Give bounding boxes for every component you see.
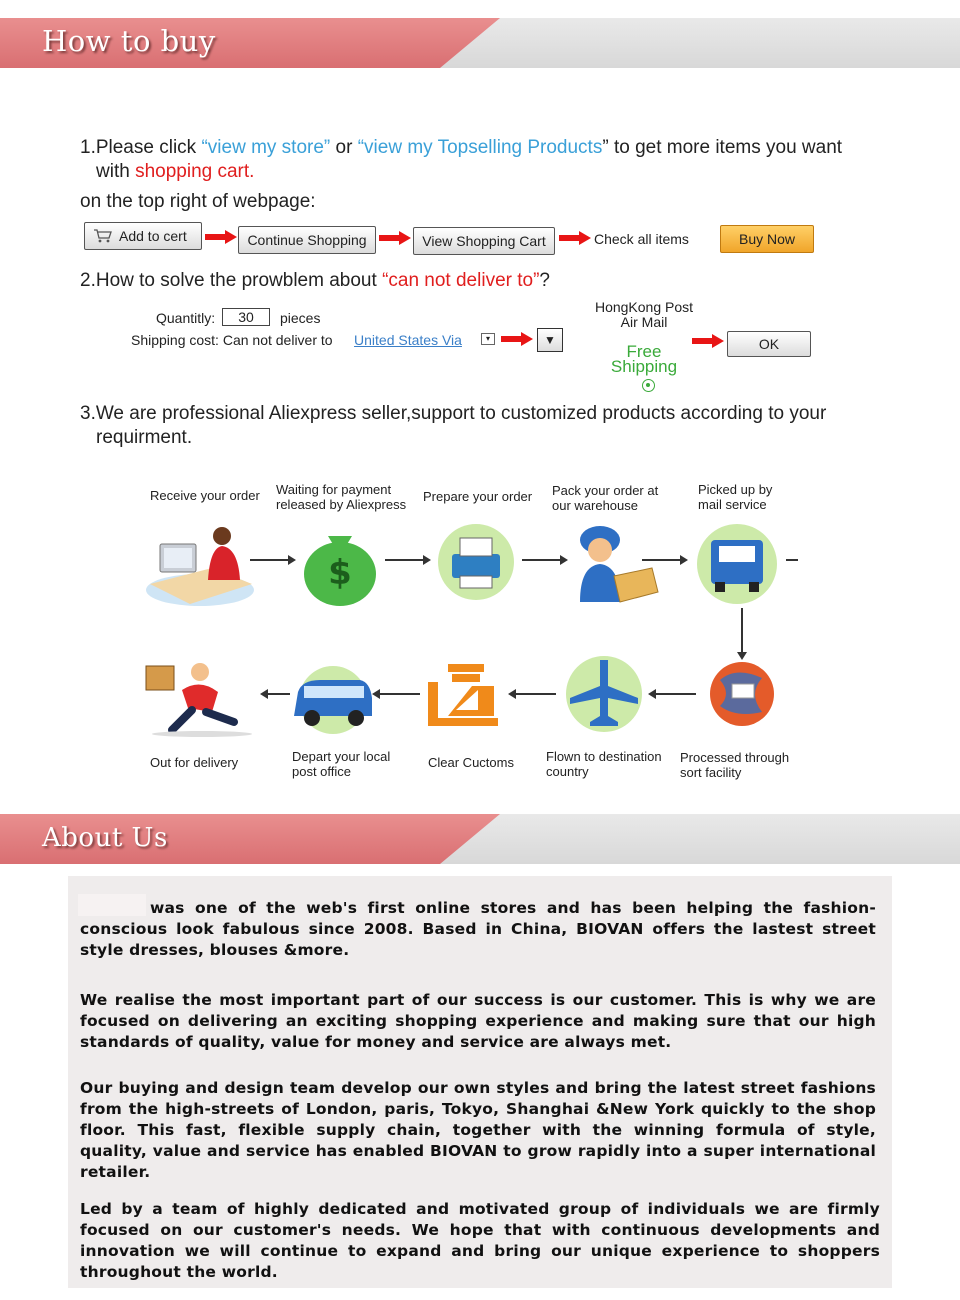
dropdown-small-icon[interactable]: ▾ [481,333,495,345]
post-name-line1: HongKong Post [594,299,694,315]
svg-text:$: $ [328,553,352,593]
about-paragraph-3: Our buying and design team develop our own styles and bring the latest street fashions from the high-streets of London, paris, Tokyo, Shanghai &New York quickly to the shop floor. This fast, flexible supply chain, together with the winning formula of style, quality, value and service has enabled BIOVAN to grow rapidly into a super international retailer. [80,1079,876,1181]
how-to-buy-banner [0,18,960,68]
shipping-cost-label: Shipping cost: Can not deliver to [131,332,333,348]
radio-selected-icon[interactable] [642,379,655,392]
buy-now-button[interactable]: Buy Now [720,225,814,253]
warehouse-worker-icon [570,516,662,610]
van-icon [290,664,376,736]
shipping-method-link[interactable]: United States Via [354,332,462,348]
ok-button[interactable]: OK [727,331,811,357]
about-paragraph-1: was one of the web's first online stores and has been helping the fashion-conscious look fabulous since 2008. Based in China, BIOVAN offers the lastest street style dresses, blouses &more. [80,899,876,959]
flow-label-out: Out for delivery [150,755,239,770]
step1-line3: on the top right of webpage: [80,191,316,212]
view-store-link[interactable]: “view my store” [201,137,331,158]
red-arrow-icon [379,231,411,245]
quantity-label: Quantitly: [156,310,216,326]
flow-arrow [510,693,556,695]
free-label: Free [626,342,662,361]
airplane-icon [560,652,648,736]
flow-arrow [642,559,686,561]
red-arrow-icon [205,230,237,244]
shopping-cart-text: shopping cart. [135,161,255,182]
mail-truck-icon [693,520,781,608]
shipping-label: Shipping [610,357,678,376]
printer-icon [430,520,522,604]
flow-label-receive: Receive your order [150,488,260,503]
customs-icon [428,662,504,734]
flow-arrow [262,693,290,695]
how-to-buy-title: How to buy [42,24,216,58]
step3-line2: requirment. [96,427,193,448]
check-all-items-text: Check all items [594,231,689,247]
globe-mail-icon [702,656,784,732]
flow-label-flown: Flown to destination country [546,749,662,779]
money-bag-icon [300,516,380,610]
flow-label-customs: Clear Cuctoms [428,755,514,770]
topselling-link[interactable]: “view my Topselling Products [357,137,603,158]
flow-arrow [650,693,696,695]
add-to-cart-button[interactable]: Add to cert [84,222,202,250]
flow-label-pack: Pack your order at our warehouse [552,483,659,513]
flow-arrow [374,693,420,695]
red-arrow-icon [559,231,591,245]
flow-arrow [250,559,294,561]
delivery-runner-icon [142,656,260,738]
flow-label-waiting: Waiting for payment released by Aliexpress [276,482,407,512]
about-us-banner [0,814,960,864]
continue-shopping-button[interactable]: Continue Shopping [238,226,376,254]
flow-label-picked: Picked up by mail service [698,482,773,512]
computer-order-icon [142,518,260,610]
quantity-unit: pieces [280,310,321,326]
quantity-input[interactable]: 30 [222,308,270,326]
flow-label-prepare: Prepare your order [423,489,533,504]
flow-label-depart: Depart your local post office [292,749,391,779]
step3-line1: 3.We are professional Aliexpress seller,support to customized products according to your [80,403,827,424]
flow-arrow-down [741,608,743,656]
flow-label-processed: Processed through sort facility [680,750,790,780]
red-arrow-icon [501,332,533,346]
about-us-title: About Us [42,823,168,853]
step1-line2: with shopping cart. [96,161,255,182]
post-name-line2: Air Mail [620,314,668,330]
about-paragraph-4: Led by a team of highly dedicated and motivated group of individuals we are firmly focused on our customer's needs. We hope that with continuous developments and innovation we will continue to expand and bring our unique experience to shoppers throughout the world. [80,1200,880,1281]
flow-arrow [385,559,429,561]
cart-icon [93,229,113,243]
view-shopping-cart-button[interactable]: View Shopping Cart [413,227,555,255]
step1-text: 1.Please click “view my store” or “view my Topselling Products” to get more items you want [80,137,843,158]
dropdown-chevron-icon[interactable]: ▼ [537,328,563,352]
flow-connector [786,559,798,561]
step2-text: 2.How to solve the prowblem about “can not deliver to”? [80,270,550,291]
flow-arrow [522,559,566,561]
red-arrow-icon [692,334,724,348]
about-paragraph-2: We realise the most important part of our success is our customer. This is why we are focused on delivering an exciting shopping experience and making sure that our high standards of quality, value for money and service are always met. [80,991,876,1051]
